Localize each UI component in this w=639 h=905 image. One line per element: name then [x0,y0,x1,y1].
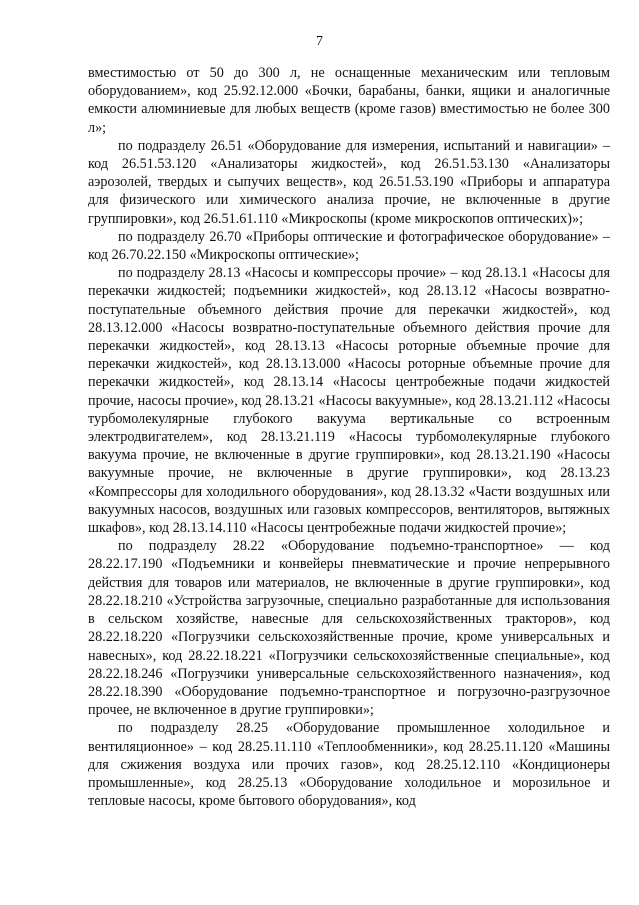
paragraph: по подразделу 28.25 «Оборудование промышленное холодильное и вентиляционное» – код 28.25.11.110 «Теплообменники», код 28.25.11.120 «Машины для сжижения воздуха или прочих газов», код 28.25.12.110 «Кондиционеры промышленные», код 28.25.13 «Оборудование холодильное и морозильное и тепловые насосы, кроме бытового оборудования», код [88,720,610,810]
paragraph: вместимостью от 50 до 300 л, не оснащенные механическим или тепловым оборудованием», код 25.92.12.000 «Бочки, барабаны, банки, ящики и аналогичные емкости алюминиевые для любых веществ (кроме газов) вместимостью не более 300 л»; [88,65,610,136]
paragraph: по подразделу 26.51 «Оборудование для измерения, испытаний и навигации» – код 26.51.53.120 «Анализаторы жидкостей», код 26.51.53.130 «Анализаторы аэрозолей, твердых и сыпучих веществ», код 26.51.53.190 «Приборы и аппаратура для физического или химического анализа прочие, не включенные в другие группировки», код 26.51.61.110 «Микроскопы (кроме микроскопов оптических)»; [88,137,610,227]
document-body [88,64,610,810]
paragraph: по подразделу 26.70 «Приборы оптические и фотографическое оборудование» – код 26.70.22.150 «Микроскопы оптические»; [88,228,610,264]
paragraph: по подразделу 28.13 «Насосы и компрессоры прочие» – код 28.13.1 «Насосы для перекачки жидкостей; подъемники жидкостей», код 28.13.12 «Насосы возвратно-поступательные объемного действия прочие для перекачки жидкостей», код 28.13.12.000 «Насосы возвратно-поступательные объемного действия прочие для перекачки жидкостей», код 28.13.13 «Насосы роторные объемные прочие для перекачки жидкостей», код 28.13.13.000 «Насосы роторные объемные прочие для перекачки жидкостей», код 28.13.14 «Насосы центробежные подачи жидкостей прочие, насосы прочие», код 28.13.21 «Насосы вакуумные», код 28.13.21.112 «Насосы турбомолекулярные глубокого вакуума вертикальные со встроенным электродвигателем», код 28.13.21.119 «Насосы турбомолекулярные глубокого вакуума прочие, не включенные в другие группировки», код 28.13.21.190 «Насосы вакуумные прочие, не включенные в другие группировки», код 28.13.23 «Компрессоры для холодильного оборудования», код 28.13.32 «Части воздушных или вакуумных насосов, воздушных или газовых компрессоров, вентиляторов, вытяжных шкафов», код 28.13.14.110 «Насосы центробежные подачи жидкостей прочие»; [88,265,610,537]
page-number: 7 [316,34,323,49]
paragraph: по подразделу 28.22 «Оборудование подъемно-транспортное» — код 28.22.17.190 «Подъемники и конвейеры пневматические и прочие непрерывного действия для товаров или материалов, не включенные в другие группировки», код 28.22.18.210 «Устройства загрузочные, специально разработанные для использования в сельском хозяйстве, навесные для сельскохозяйственных тракторов», код 28.22.18.220 «Погрузчики сельскохозяйственные прочие, кроме универсальных и навесных», код 28.22.18.221 «Погрузчики сельскохозяйственные специальные», код 28.22.18.246 «Погрузчики универсальные сельскохозяйственного назначения», код 28.22.18.390 «Оборудование подъемно-транспортное и погрузочно-разгрузочное прочее, не включенное в другие группировки»; [88,538,610,719]
